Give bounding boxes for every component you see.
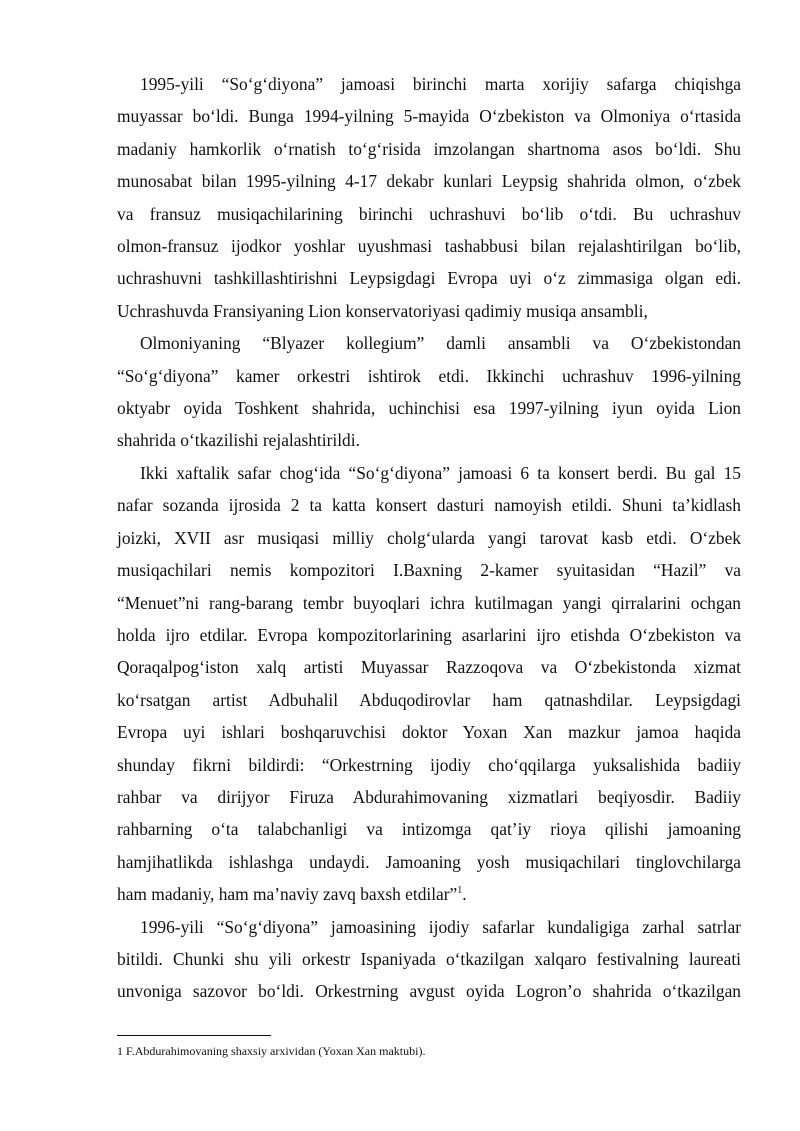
text-line: nafar sozanda ijrosida 2 ta katta konsert dasturi namoyish etildi. Shuni ta’kidlash [117,495,741,516]
text-fragment: ham madaniy, ham ma’naviy zavq baxsh etdilar” [117,884,458,905]
text-line: joizki, XVII asr musiqasi milliy cholg‘ularda yangi tarovat kasb etdi. O‘zbek [117,527,741,548]
paragraph-3 [117,457,741,911]
text-line: hamjihatlikda ishlashga undaydi. Jamoaning yosh musiqachilari tinglovchilarga [117,851,741,872]
text-line: 1995-yili “So‘g‘diyona” jamoasi birinchi marta xorijiy safarga chiqishga [140,74,741,94]
footnote-separator [117,1035,271,1036]
text-line: 1996-yili “So‘g‘diyona” jamoasining ijodiy safarlar kundaligiga zarhal satrlar [140,916,741,937]
paragraph-1 [117,68,741,327]
text-line: munosabat bilan 1995-yilning 4-17 dekabr kunlari Leypsig shahrida olmon, o‘zbek [117,171,741,192]
text-line-with-footnote [117,878,741,910]
text-line: ko‘rsatgan artist Adbuhalil Abduqodirovlar ham qatnashdilar. Leypsigdagi [117,689,741,710]
text-line: oktyabr oyida Toshkent shahrida, uchinchisi esa 1997-yilning iyun oyida Lion [117,398,741,419]
text-line: muyassar bo‘ldi. Bunga 1994-yilning 5-mayida O‘zbekiston va Olmoniya o‘rtasida [117,106,741,127]
text-line: Qoraqalpog‘iston xalq artisti Muyassar Razzoqova va O‘zbekistonda xizmat [117,657,741,678]
footnote-reference[interactable]: 1 [457,885,463,897]
text-line: va fransuz musiqachilarining birinchi uchrashuvi bo‘lib o‘tdi. Bu uchrashuv [117,203,741,224]
text-line: Evropa uyi ishlari boshqaruvchisi doktor Yoxan Xan mazkur jamoa haqida [117,722,741,743]
text-line: holda ijro etdilar. Evropa kompozitorlarining asarlarini ijro etishda O‘zbekiston va [117,624,741,645]
text-line: rahbar va dirijyor Firuza Abdurahimovaning xizmatlari beqiyosdir. Badiiy [117,786,741,807]
text-line: musiqachilari nemis kompozitori I.Baxning 2-kamer syuitasidan “Hazil” va [117,560,741,581]
text-line: shahrida o‘tkazilishi rejalashtirildi. [117,430,360,451]
paragraph-4 [117,911,741,1008]
text-line: unvoniga sazovor bo‘ldi. Orkestrning avgust oyida Logron’o shahrida o‘tkazilgan [117,981,741,1002]
footnote: 1 F.Abdurahimovaning shaxsiy arxividan (Yoxan Xan maktubi). [117,1044,426,1058]
text-line: Olmoniyaning “Blyazer kollegium” damli ansambli va O‘zbekistondan [140,333,741,354]
text-line: madaniy hamkorlik o‘rnatish to‘g‘risida imzolangan shartnoma asos bo‘ldi. Shu [117,138,741,159]
text-line: Uchrashuvda Fransiyaning Lion konservatoriyasi qadimiy musiqa ansambli, [117,300,648,321]
text-line: rahbarning o‘ta talabchanligi va intizomga qat’iy rioya qilishi jamoaning [117,819,741,840]
paragraph-2 [117,327,741,457]
text-line: uchrashuvni tashkillashtirishni Leypsigdagi Evropa uyi o‘z zimmasiga olgan edi. [117,268,741,289]
text-line: “Menuet”ni rang-barang tembr buyoqlari ichra kutilmagan yangi qirralarini ochgan [117,592,741,613]
text-line: “So‘g‘diyona” kamer orkestri ishtirok etdi. Ikkinchi uchrashuv 1996-yilning [117,365,741,386]
text-line: olmon-fransuz ijodkor yoshlar uyushmasi tashabbusi bilan rejalashtirilgan bo‘lib, [117,236,741,257]
text-line: Ikki xaftalik safar chog‘ida “So‘g‘diyona” jamoasi 6 ta konsert berdi. Bu gal 15 [140,462,741,483]
text-fragment: . [462,884,467,905]
document-body [117,68,741,1008]
text-line: shunday fikrni bildirdi: “Orkestrning ijodiy cho‘qqilarga yuksalishida badiiy [117,754,741,775]
text-line: bitildi. Chunki shu yili orkestr Ispaniyada o‘tkazilgan xalqaro festivalning laureati [117,948,741,969]
